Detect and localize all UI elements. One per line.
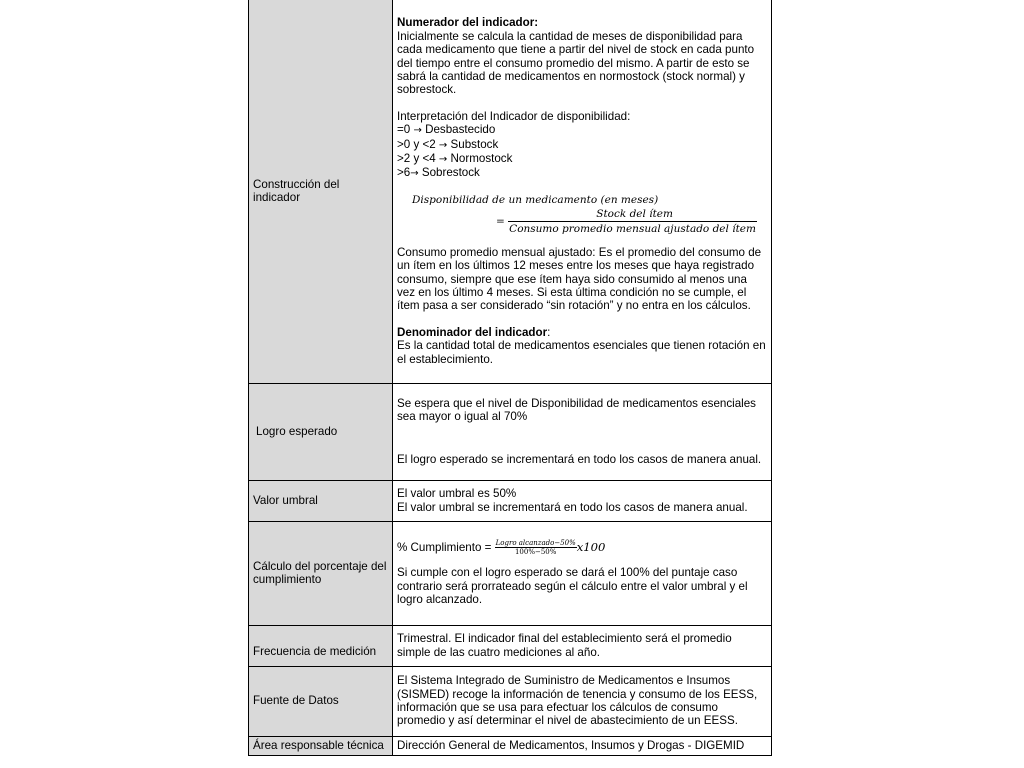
- interpretacion-list: [397, 123, 767, 181]
- formula-numerator: Stock del ítem: [508, 207, 757, 222]
- row-umbral: [249, 480, 772, 521]
- disponibilidad-formula: [412, 193, 767, 236]
- item-condition: =0: [397, 123, 411, 137]
- label-logro: [249, 383, 393, 480]
- cumplimiento-formula: [397, 539, 767, 556]
- row-area: [249, 736, 772, 755]
- label-frecuencia: [249, 625, 393, 666]
- item-label: Substock: [450, 137, 499, 151]
- label-calculo: Cálculo del porcentaje del cumplimiento: [249, 521, 393, 625]
- logro-text1: Se espera que el nivel de Disponibilidad de medicamentos esenciales sea mayor o igual al 70%: [397, 396, 756, 424]
- interpretacion-item: [397, 152, 767, 166]
- label-fuente: Fuente de Datos: [249, 666, 393, 736]
- value-frecuencia: Trimestral. El indicador final del establecimiento será el promedio simple de las cuatro mediciones al año.: [393, 625, 772, 666]
- denominador-colon: :: [547, 325, 551, 339]
- item-condition: >6: [397, 166, 411, 180]
- formula-denominator: Consumo promedio mensual ajustado del ítem: [509, 222, 756, 235]
- value-fuente: El Sistema Integrado de Suministro de Medicamentos e Insumos (SISMED) recoge la información de tenencia y consumo de los EESS, información que se usa para efectuar los cálculos de consumo promedio y así determinar el nivel de abastecimiento de un EESS.: [393, 666, 772, 736]
- label-logro-text: Logro esperado: [256, 424, 338, 438]
- value-area: Dirección General de Medicamentos, Insumos y Drogas - DIGEMID: [393, 736, 772, 755]
- umbral-text2: El valor umbral se incrementará en todo los casos de manera anual.: [397, 500, 748, 514]
- row-calculo: [249, 521, 772, 625]
- formula-equals: =: [496, 215, 505, 228]
- interpretacion-item: [397, 123, 767, 137]
- item-label: Normostock: [450, 152, 513, 166]
- label-construccion: Construcción del indicador: [249, 0, 393, 383]
- logro-text2: El logro esperado se incrementará en todo los casos de manera anual.: [397, 452, 762, 466]
- umbral-text1: El valor umbral es 50%: [397, 487, 517, 501]
- formula-prefix: % Cumplimiento =: [397, 541, 495, 555]
- arrow-icon: →: [413, 125, 422, 137]
- consumo-text: Consumo promedio mensual ajustado: Es el promedio del consumo de un ítem en los últimos 12 meses entre los meses que haya registrado consumo, siempre que ese ítem haya sido consumido al menos una vez en los último 4 meses. Si esta última condición no se cumple, el ítem pasa a ser considerado “sin rotación” y no entra en los cálculos.: [397, 245, 762, 313]
- arrow-icon: →: [438, 139, 448, 151]
- item-condition: >2 y <4: [397, 152, 436, 166]
- label-area: Área responsable técnica: [249, 736, 393, 755]
- cumplimiento-fraction: [495, 539, 577, 556]
- indicator-table: [248, 0, 772, 756]
- denominador-text: Es la cantidad total de medicamentos esenciales que tienen rotación en el establecimiento.: [397, 339, 766, 366]
- formula-lhs: Disponibilidad de un medicamento (en meses): [412, 193, 659, 206]
- row-construccion: [249, 0, 772, 383]
- numerador-title: Numerador del indicador:: [397, 16, 539, 30]
- arrow-icon: →: [410, 168, 419, 180]
- denominador-title: Denominador del indicador: [397, 325, 548, 339]
- value-calculo: [393, 521, 772, 625]
- numerador-text: Inicialmente se calcula la cantidad de meses de disponibilidad para cada medicamento que tiene a partir del nivel de stock en cada punto del tiempo entre el consumo promedio del mismo. A partir de esto se sabrá la cantidad de medicamentos en normostock (stock normal) y sobrestock.: [397, 29, 755, 97]
- value-umbral: [393, 480, 772, 521]
- cumplimiento-denominator: 100%−50%: [514, 548, 557, 557]
- label-umbral: Valor umbral: [249, 480, 393, 521]
- interpretacion-item: [397, 138, 767, 152]
- calculo-text: Si cumple con el logro esperado se dará el 100% del puntaje caso contrario será prorrateado según el cálculo entre el valor umbral y el logro alcanzado.: [397, 566, 748, 607]
- label-frecuencia-text: Frecuencia de medición: [253, 644, 377, 658]
- row-fuente: [249, 666, 772, 736]
- item-label: Desbastecido: [425, 123, 496, 137]
- formula-fraction: [508, 207, 757, 236]
- row-logro: [249, 383, 772, 480]
- denominador-heading: [397, 326, 767, 339]
- interpretacion-item: [397, 166, 767, 180]
- item-label: Sobrestock: [421, 166, 480, 180]
- cumplimiento-numerator: Logro alcanzado−50%: [495, 539, 576, 548]
- value-construccion: [393, 0, 772, 383]
- formula-suffix: x100: [576, 540, 606, 555]
- interpretacion-title: Interpretación del Indicador de disponibilidad:: [397, 109, 631, 123]
- item-condition: >0 y <2: [397, 137, 436, 151]
- arrow-icon: →: [438, 154, 448, 166]
- value-logro: [393, 383, 772, 480]
- row-frecuencia: [249, 625, 772, 666]
